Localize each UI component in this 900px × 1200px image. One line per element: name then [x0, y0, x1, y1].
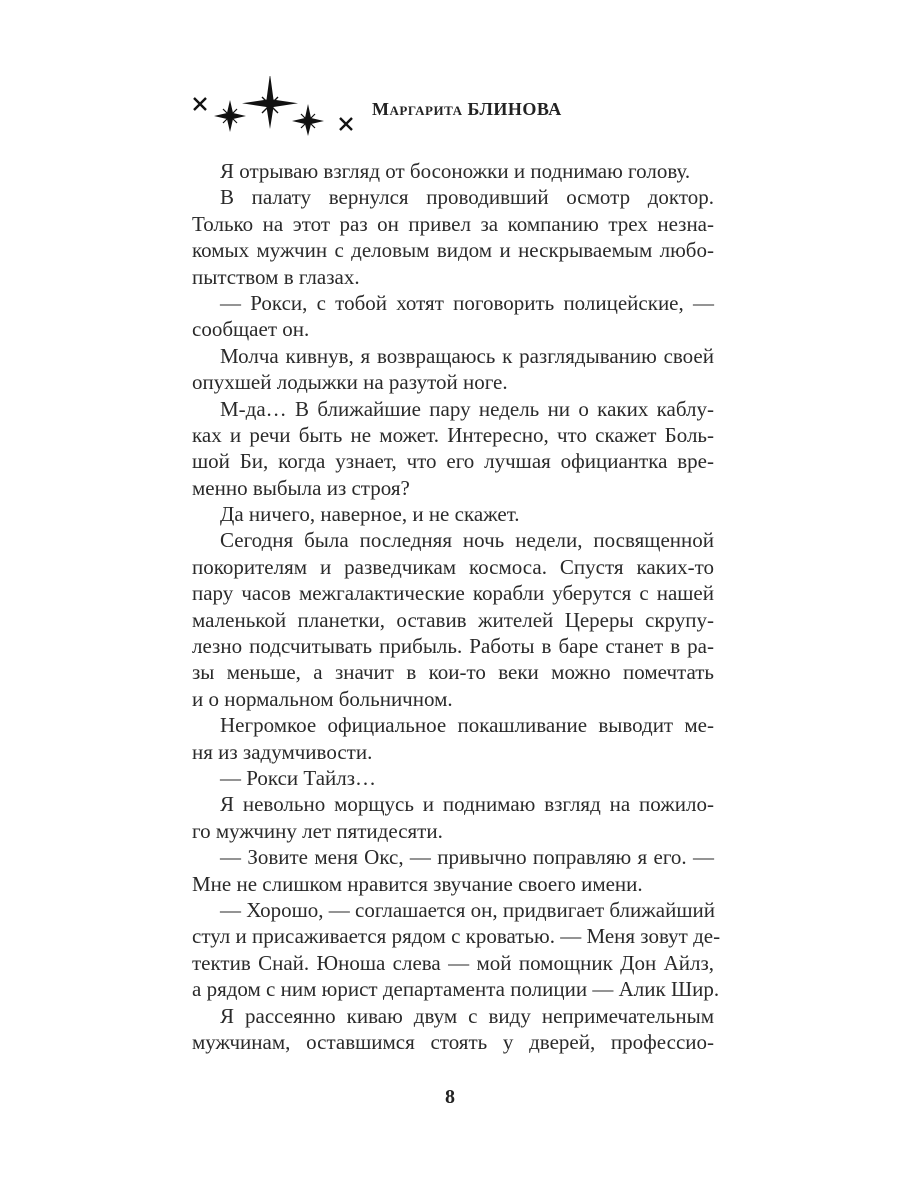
text-line: Сегодня была последняя ночь недели, посвященной [220, 528, 714, 553]
text-line: а рядом с ним юрист департамента полиции — Алик Шир. [192, 977, 720, 1002]
text-line: пытством в глазах. [192, 264, 360, 289]
text-line: — Рокси, с тобой хотят поговорить полицейские, — [220, 290, 714, 315]
author-name: Маргарита БЛИНОВА [372, 99, 562, 119]
text-line: покорителям и разведчикам космоса. Спустя каких-то [192, 554, 714, 579]
text-line: М-да… В ближайшие пару недель ни о каких каблу- [220, 396, 714, 421]
text-line: маленькой планетки, оставив жителей Цереры скрупу- [192, 607, 714, 632]
text-line: Мне не слишком нравится звучание своего имени. [192, 871, 643, 896]
text-line: Да ничего, наверное, и не скажет. [220, 502, 520, 527]
text-line: менно выбыла из строя? [192, 475, 410, 500]
text-line: мужчинам, оставшимся стоять у дверей, профессио- [192, 1029, 714, 1054]
text-line: комых мужчин с деловым видом и нескрываемым любо- [192, 238, 714, 263]
text-line: сообщает он. [192, 317, 310, 342]
text-line: лезно подсчитывать прибыль. Работы в баре станет в ра- [192, 634, 714, 659]
body-text [192, 158, 721, 1055]
text-line: В палату вернулся проводивший осмотр доктор. [220, 185, 714, 210]
text-line: Только на этот раз он привел за компанию трех незна- [192, 211, 714, 236]
text-line: пару часов межгалактические корабли уберутся с нашей [192, 581, 714, 606]
text-line: Я невольно морщусь и поднимаю взгляд на пожило- [220, 792, 714, 817]
text-line: тектив Снай. Юноша слева — мой помощник Дон Айлз, [192, 950, 714, 975]
text-line: го мужчину лет пятидесяти. [192, 818, 443, 843]
text-line: Молча кивнув, я возвращаюсь к разглядыванию своей [220, 343, 714, 368]
text-line: Негромкое официальное покашливание выводит ме- [220, 713, 714, 738]
text-line: Я рассеянно киваю двум с виду непримечательным [220, 1003, 714, 1028]
text-line: — Зовите меня Окс, — привычно поправляю я его. — [220, 845, 714, 870]
text-line: стул и присаживается рядом с кроватью. — Меня зовут де- [192, 924, 721, 949]
text-line: опухшей лодыжки на разутой ноге. [192, 370, 508, 395]
text-line: ках и речи быть не может. Интересно, что скажет Боль- [192, 422, 714, 447]
text-line: и о нормальном больничном. [192, 686, 453, 711]
text-line: — Хорошо, — соглашается он, придвигает ближайший [220, 897, 715, 922]
text-line: шой Би, когда узнает, что его лучшая официантка вре- [192, 449, 714, 474]
text-line: зы меньше, а значит в кои-то веки можно помечтать [192, 660, 714, 685]
text-line: Я отрываю взгляд от босоножки и поднимаю голову. [220, 159, 691, 183]
page-number: 8 [445, 1086, 455, 1108]
text-line: — Рокси Тайлз… [220, 765, 377, 790]
stars-ornament-icon [190, 76, 356, 138]
text-line: ня из задумчивости. [192, 739, 373, 764]
